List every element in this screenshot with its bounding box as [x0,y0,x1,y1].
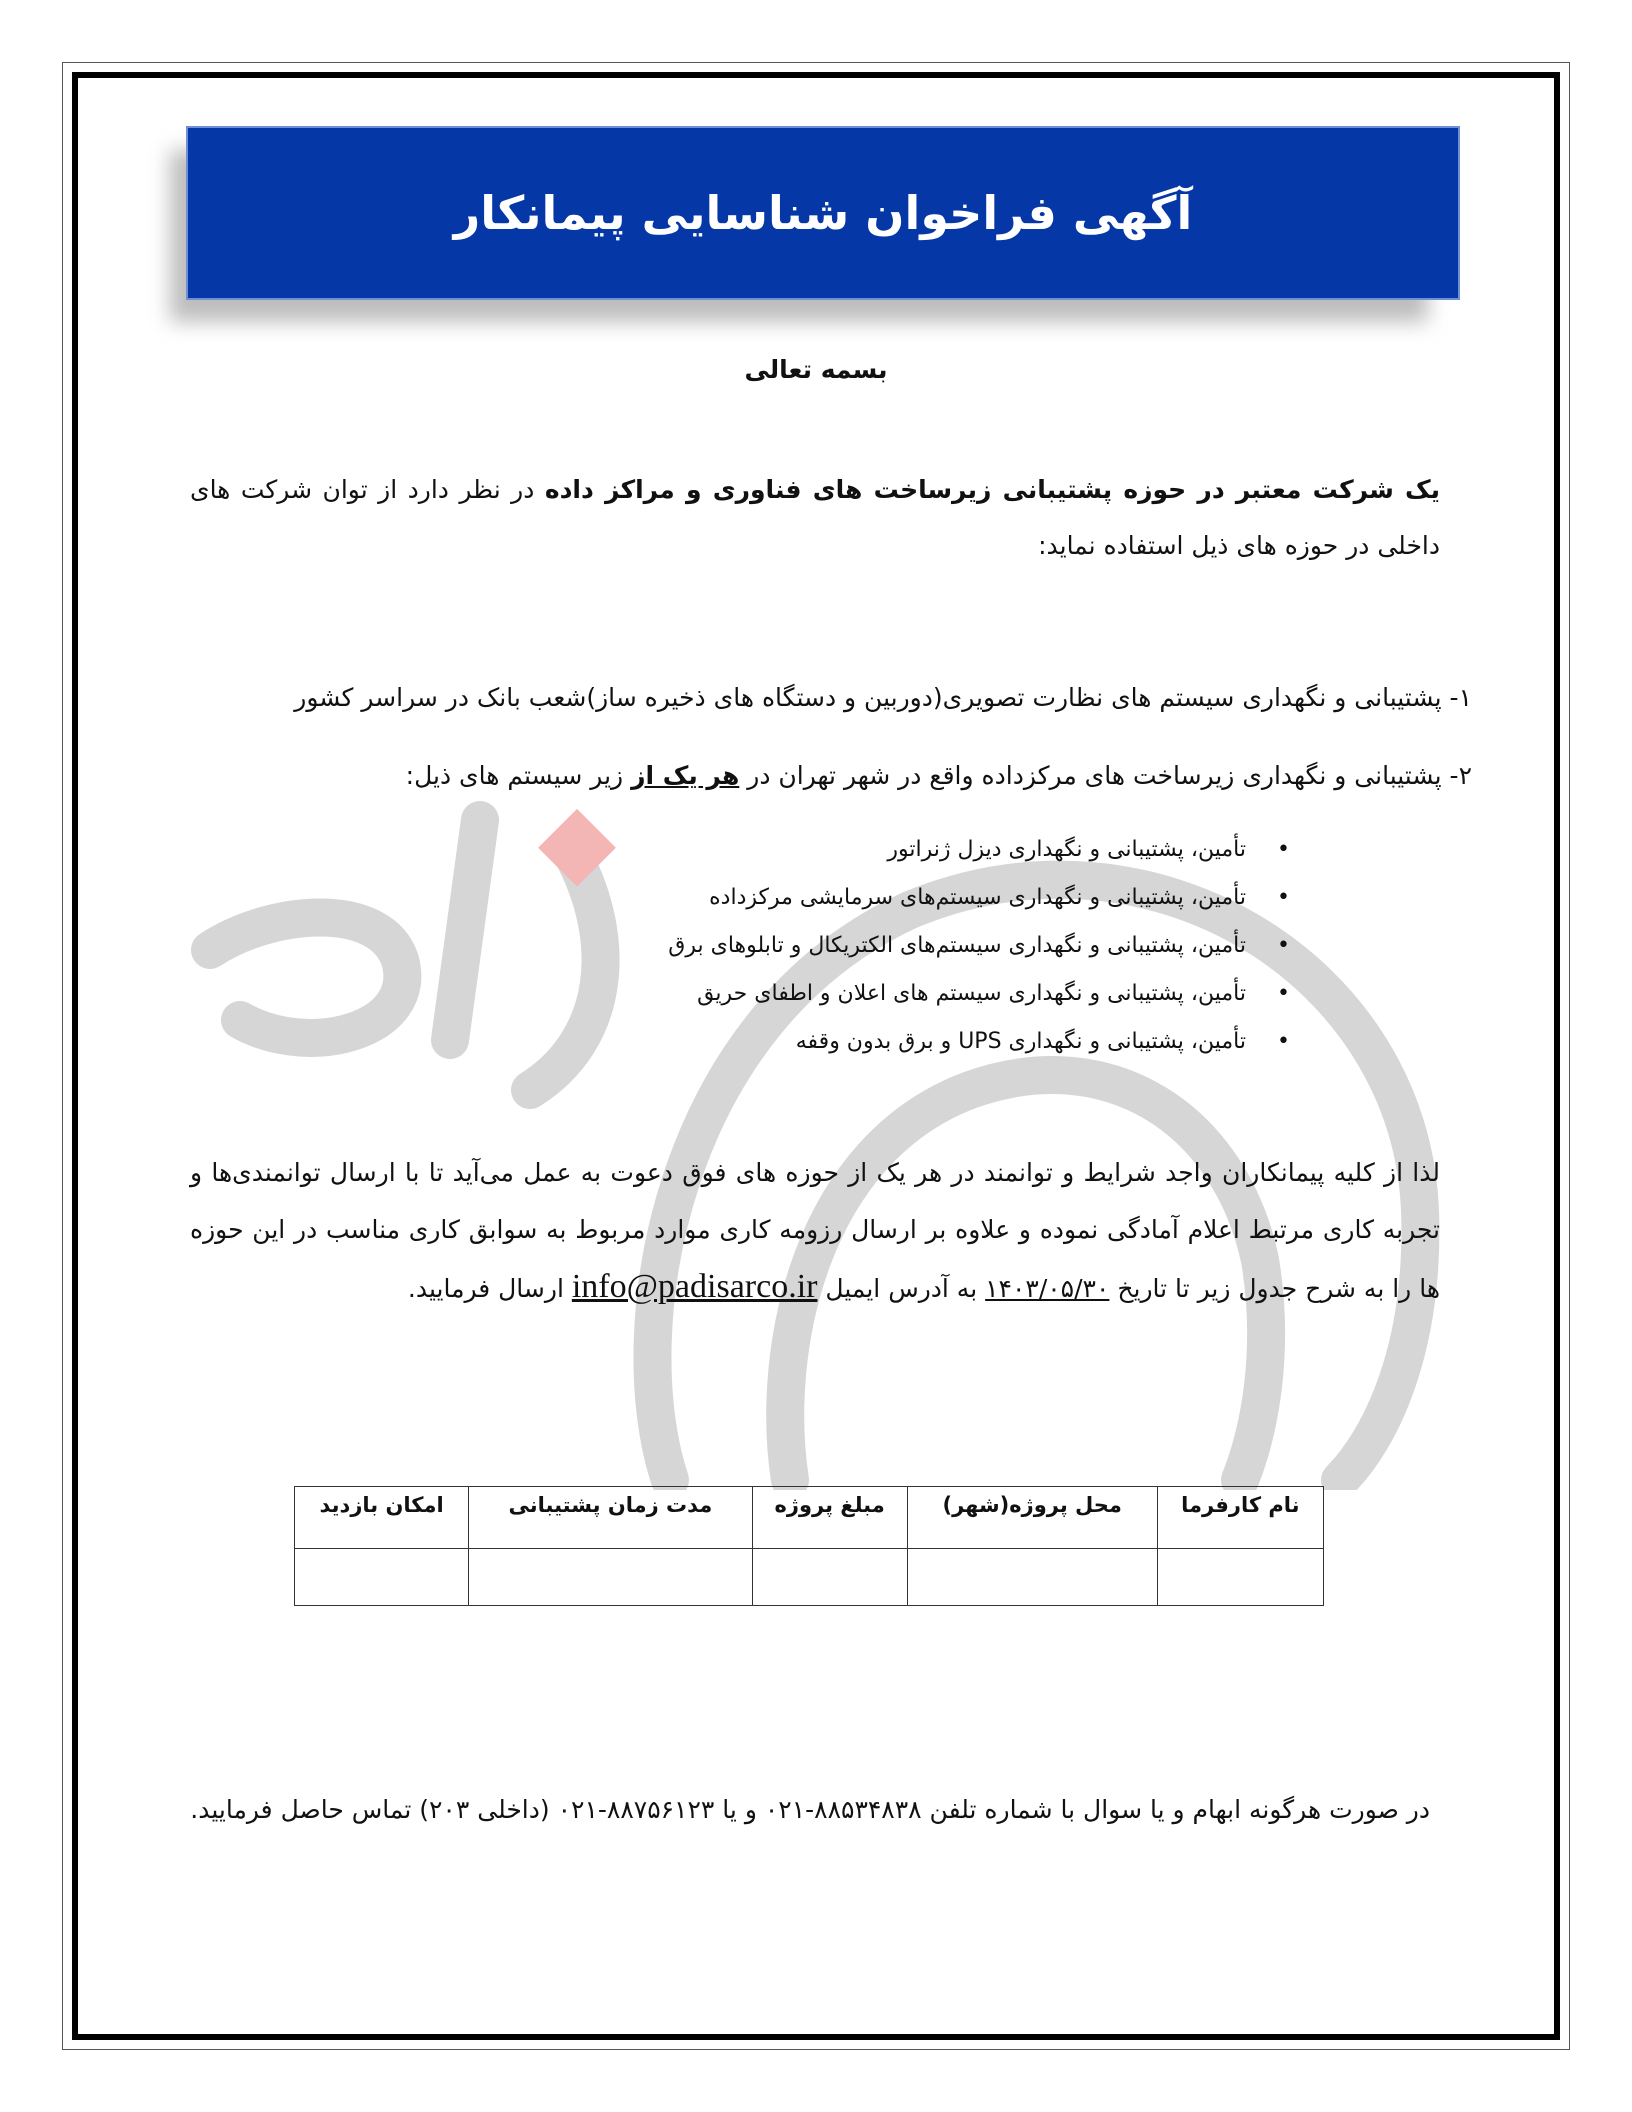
table-cell [469,1549,752,1606]
service-item-1: ۱- پشتیبانی و نگهداری سیستم های نظارت تصویری(دوربین و دستگاه های ذخیره ساز)شعب بانک در سراسر کشور [294,683,1472,712]
list-item: • تأمین، پشتیبانی و نگهداری سیستم‌های الکتریکال و تابلوهای برق [300,922,1260,970]
deadline-date: ۱۴۰۳/۰۵/۳۰ [985,1274,1110,1303]
table-header-row [295,1487,1324,1549]
invitation-text-3: ارسال فرمایید. [407,1274,572,1303]
email-link[interactable]: info@padisarco.ir [571,1268,818,1305]
table-header-cell: مبلغ پروژه [752,1487,907,1549]
table-header-cell: محل پروژه(شهر) [907,1487,1157,1549]
list-item: • تأمین، پشتیبانی و نگهداری UPS و برق بدون وقفه [300,1018,1260,1066]
subsystem-list [300,826,1260,1066]
intro-rest: در نظر دارد از توان شرکت های داخلی در حوزه های ذیل استفاده نماید: [190,475,1440,560]
table-cell [295,1549,469,1606]
table-row [295,1549,1324,1606]
invitation-text-2: به آدرس ایمیل [817,1274,986,1303]
invitation-paragraph [190,1144,1440,1317]
list-item: • تأمین، پشتیبانی و نگهداری سیستم های اعلان و اطفای حریق [300,970,1260,1018]
title-banner [186,126,1460,300]
contact-paragraph: در صورت هرگونه ابهام و یا سوال با شماره تلفن ۸۸۵۳۴۸۳۸-۰۲۱ و یا ۸۸۷۵۶۱۲۳-۰۲۱ (داخلی ۲۰۳) تماس حاصل فرمایید. [190,1795,1430,1824]
table-cell [907,1549,1157,1606]
list-item: • تأمین، پشتیبانی و نگهداری سیستم‌های سرمایشی مرکزداده [300,874,1260,922]
page-title: آگهی فراخوان شناسایی پیمانکار [453,186,1193,240]
table-header-cell: مدت زمان پشتیبانی [469,1487,752,1549]
table-cell [1157,1549,1323,1606]
intro-paragraph [190,462,1440,574]
bismillah-heading: بسمه تعالی [744,355,888,384]
table-cell [752,1549,907,1606]
list-item: • تأمین، پشتیبانی و نگهداری دیزل ژنراتور [300,826,1260,874]
invitation-text-1: لذا از کلیه پیمانکاران واجد شرایط و توانمند در هر یک از حوزه های فوق دعوت به عمل می‌آید تا با ارسال توانمندی‌ها و تجربه کاری مرتبط اعلام آمادگی نموده و علاوه بر ارسال رزومه کاری موارد مربوط به سوابق کاری مناسب در این حوزه ها را به شرح جدول زیر تا تاریخ [190,1158,1440,1303]
service-item-2 [180,754,1472,798]
service-item-2-before: ۲- پشتیبانی و نگهداری زیرساخت های مرکزداده واقع در شهر تهران در [739,761,1472,790]
intro-bold: یک شرکت معتبر در حوزه پشتیبانی زیرساخت های فناوری و مراکز داده [544,475,1441,504]
table-header-cell: نام کارفرما [1157,1487,1323,1549]
projects-table [294,1486,1324,1606]
service-item-2-after: زیر سیستم های ذیل: [405,761,632,790]
table-header-cell: امکان بازدید [295,1487,469,1549]
service-item-2-emphasis: هر یک از [631,761,740,790]
